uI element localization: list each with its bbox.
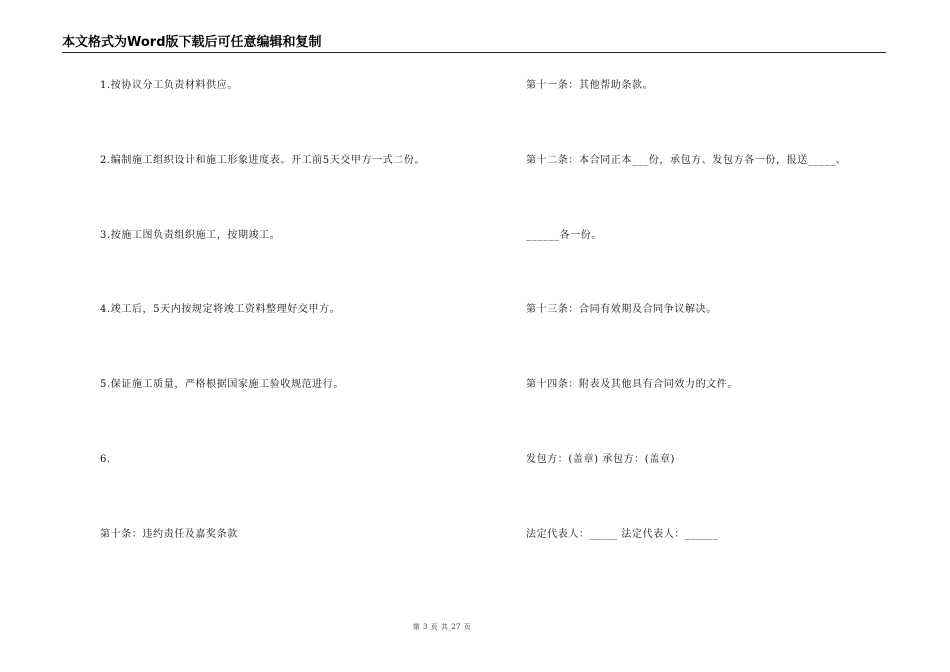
left-line-1: 1.按协议分工负责材料供应。: [100, 80, 238, 91]
left-line-4: 4.竣工后，5天内按规定将竣工资料整理好交甲方。: [100, 304, 341, 315]
left-line-6: 6.: [100, 454, 111, 465]
right-line-4: 第十三条：合同有效期及合同争议解决。: [526, 304, 717, 315]
right-line-2: 第十二条：本合同正本___份，承包方、发包方各一份，报送_____、: [526, 155, 847, 166]
right-line-6: 发包方：(盖章) 承包方：(盖章): [526, 454, 675, 465]
right-line-3: ______各一份。: [526, 230, 602, 241]
right-line-1: 第十一条：其他帮助条款。: [526, 80, 654, 91]
left-line-2: 2.编制施工组织设计和施工形象进度表。开工前5天交甲方一式二份。: [100, 155, 426, 166]
right-line-5: 第十四条：附表及其他具有合同效力的文件。: [526, 379, 738, 390]
left-line-5: 5.保证施工质量，严格根据国家施工验收规范进行。: [100, 379, 344, 390]
left-line-3: 3.按施工图负责组织施工，按期竣工。: [100, 230, 281, 241]
header-title: 本文格式为Word版下载后可任意编辑和复制: [62, 35, 322, 50]
left-line-7: 第十条：违约责任及嘉奖条款: [100, 529, 238, 540]
page-header: [62, 33, 886, 53]
page-footer: 第 3 页 共 27 页: [412, 623, 472, 631]
right-line-7: 法定代表人：_____ 法定代表人：______: [526, 529, 719, 540]
